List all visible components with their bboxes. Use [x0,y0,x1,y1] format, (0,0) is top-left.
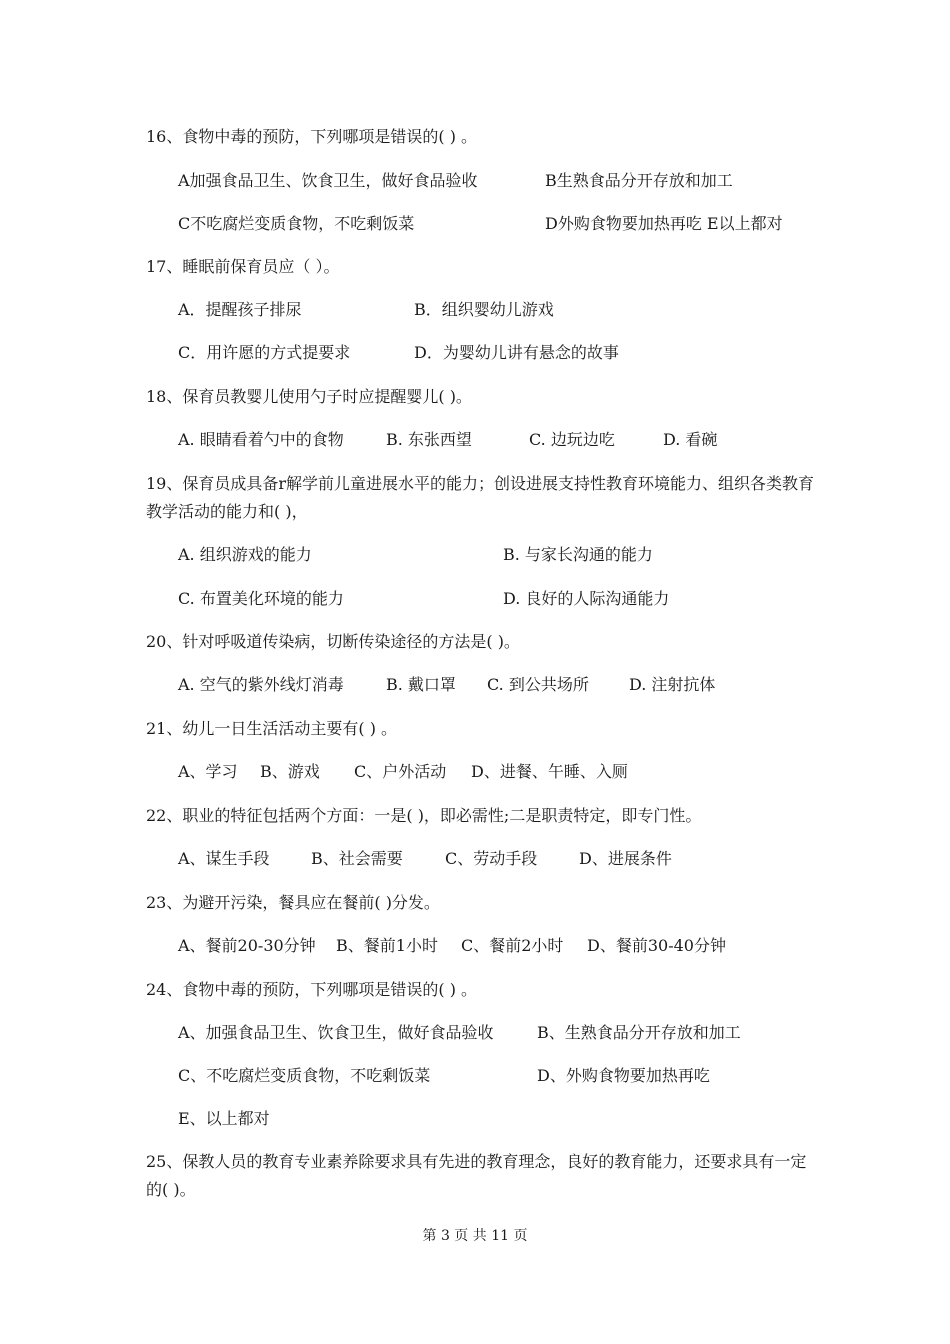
question-19-stem: 19、保育员成具备r解学前儿童进展水平的能力；创设进展支持性教育环境能力、组织各类教育教学活动的能力和( )， [146,474,815,521]
question-16-option-b: B生熟食品分开存放和加工 [545,171,733,190]
question-18-option-b: B. 东张西望 [386,430,472,449]
question-17-option-d: D．为婴幼儿讲有悬念的故事 [414,343,619,362]
question-16-option-c: C不吃腐烂变质食物，不吃剩饭菜 [178,214,415,233]
question-22-option-b: B、社会需要 [311,849,403,868]
question-17-option-b: B．组织婴幼儿游戏 [414,300,554,319]
question-21-option-d: D、进餐、午睡、入厕 [471,762,628,781]
question-23-option-d: D、餐前30-40分钟 [587,936,726,955]
question-16-option-a: A加强食品卫生、饮食卫生，做好食品验收 [178,171,478,190]
question-22-option-a: A、谋生手段 [178,849,270,868]
question-20-option-d: D. 注射抗体 [629,675,716,694]
question-22-option-d: D、进展条件 [579,849,672,868]
question-19-option-d: D. 良好的人际沟通能力 [503,589,670,608]
question-19-option-a: A. 组织游戏的能力 [178,545,312,564]
question-24-option-e: E、以上都对 [178,1109,270,1128]
question-20-option-a: A. 空气的紫外线灯消毒 [178,675,344,694]
page-footer: 第 3 页 共 11 页 [422,1228,528,1244]
question-24-option-d: D、外购食物要加热再吃 [537,1066,710,1085]
question-21-stem: 21、幼儿一日生活活动主要有( ) 。 [146,719,398,738]
question-22-option-c: C、劳动手段 [445,849,538,868]
question-18-option-c: C. 边玩边吃 [529,430,615,449]
question-24-option-b: B、生熟食品分开存放和加工 [537,1023,741,1042]
question-24-option-c: C、不吃腐烂变质食物，不吃剩饭菜 [178,1066,431,1085]
question-18-option-a: A. 眼睛看着勺中的食物 [178,430,344,449]
question-22-stem: 22、职业的特征包括两个方面：一是( )，即必需性;二是职责特定，即专门性。 [146,806,702,825]
question-23-option-b: B、餐前1小时 [336,936,438,955]
question-19-option-c: C. 布置美化环境的能力 [178,589,344,608]
question-21-option-a: A、学习 [178,762,238,781]
question-24-stem: 24、食物中毒的预防，下列哪项是错误的( ) 。 [146,980,478,999]
question-23-stem: 23、为避开污染，餐具应在餐前( )分发。 [146,893,440,912]
question-19-option-b: B. 与家长沟通的能力 [503,545,653,564]
question-20-option-b: B. 戴口罩 [386,675,456,694]
question-21-option-c: C、户外活动 [354,762,447,781]
question-18-option-d: D. 看碗 [663,430,718,449]
question-23-option-a: A、餐前20-30分钟 [178,936,316,955]
question-16-option-d: D外购食物要加热再吃 E以上都对 [545,214,783,233]
question-23-option-c: C、餐前2小时 [461,936,564,955]
question-21-option-b: B、游戏 [260,762,320,781]
question-16-stem: 16、食物中毒的预防，下列哪项是错误的( ) 。 [146,127,478,146]
question-24-option-a: A、加强食品卫生、饮食卫生，做好食品验收 [178,1023,494,1042]
question-17-stem: 17、睡眠前保育员应（ ）。 [146,257,340,276]
question-17-option-a: A．提醒孩子排尿 [178,300,302,319]
question-25-stem: 25、保教人员的教育专业素养除要求具有先进的教育理念，良好的教育能力，还要求具有一定的( )。 [146,1152,807,1199]
question-17-option-c: C．用许愿的方式提要求 [178,343,351,362]
question-18-stem: 18、保育员教婴儿使用勺子时应提醒婴儿( )。 [146,387,472,406]
question-20-stem: 20、针对呼吸道传染病，切断传染途径的方法是( )。 [146,632,520,651]
question-20-option-c: C. 到公共场所 [487,675,589,694]
